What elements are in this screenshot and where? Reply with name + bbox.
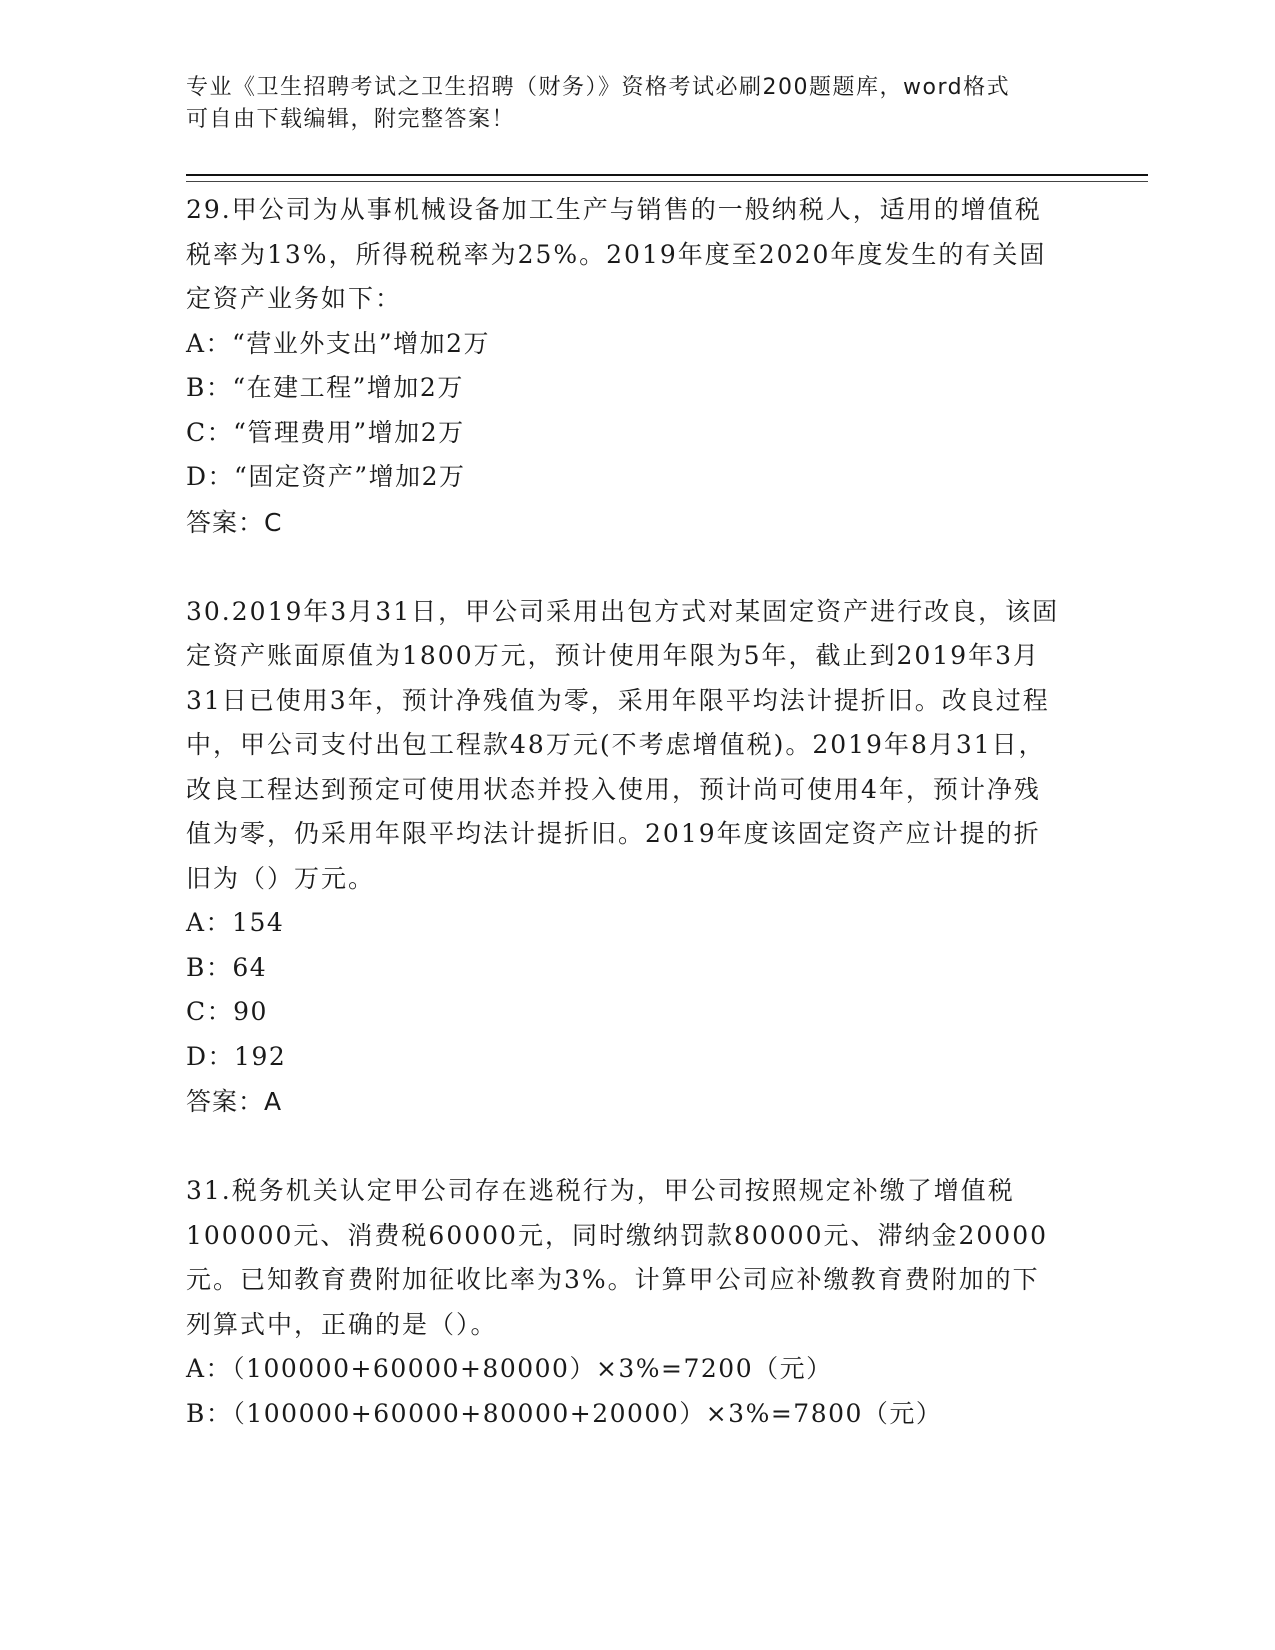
question-stem: 29.甲公司为从事机械设备加工生产与销售的一般纳税人，适用的增值税税率为13%，所得税税率为25%。2019年度至2020年度发生的有关固定资产业务如下：: [186, 195, 1047, 313]
option-a: A：154: [186, 908, 285, 937]
option-d: D：192: [186, 1041, 287, 1071]
header-divider-thin: [186, 181, 1148, 182]
answer-label: 答案：A: [186, 1087, 283, 1116]
question-stem: 31.税务机关认定甲公司存在逃税行为，甲公司按照规定补缴了增值税100000元、消费税60000元，同时缴纳罚款80000元、滞纳金20000元。已知教育费附加征收比率为3%。计算甲公司应补缴教育费附加的下列算式中，正确的是（）。: [186, 1176, 1049, 1339]
header-line-2: 可自由下载编辑，附完整答案！: [186, 107, 516, 132]
document-header: [186, 72, 1066, 136]
question-30: [186, 590, 1066, 1126]
option-c: C：“管理费用”增加2万: [186, 417, 465, 447]
option-c: C：90: [186, 997, 268, 1026]
option-b: B：（100000+60000+80000+20000）×3%=7800（元）: [186, 1398, 943, 1428]
question-stem: 30.2019年3月31日，甲公司采用出包方式对某固定资产进行改良，该固定资产账面原值为1800万元，预计使用年限为5年，截止到2019年3月31日已使用3年，预计净残值为零，采用年限平均法计提折旧。改良过程中，甲公司支付出包工程款48万元(不考虑增值税)。2019年8月31日，改良工程达到预定可使用状态并投入使用，预计尚可使用4年，预计净残值为零，仍采用年限平均法计提折旧。2019年度该固定资产应计提的折旧为（）万元。: [186, 596, 1060, 893]
option-a: A：（100000+60000+80000）×3%=7200（元）: [186, 1354, 833, 1383]
option-b: B：“在建工程”增加2万: [186, 373, 464, 402]
answer-label: 答案：C: [186, 507, 283, 537]
option-b: B：64: [186, 952, 268, 982]
header-line-1: 专业《卫生招聘考试之卫生招聘（财务）》资格考试必刷200题题库，word格式: [186, 75, 1011, 100]
question-29: [186, 188, 1066, 546]
option-d: D：“固定资产”增加2万: [186, 462, 466, 491]
header-divider-thick: [186, 174, 1148, 176]
option-a: A：“营业外支出”增加2万: [186, 328, 491, 358]
question-list: [186, 188, 1066, 1436]
question-31: [186, 1169, 1066, 1436]
